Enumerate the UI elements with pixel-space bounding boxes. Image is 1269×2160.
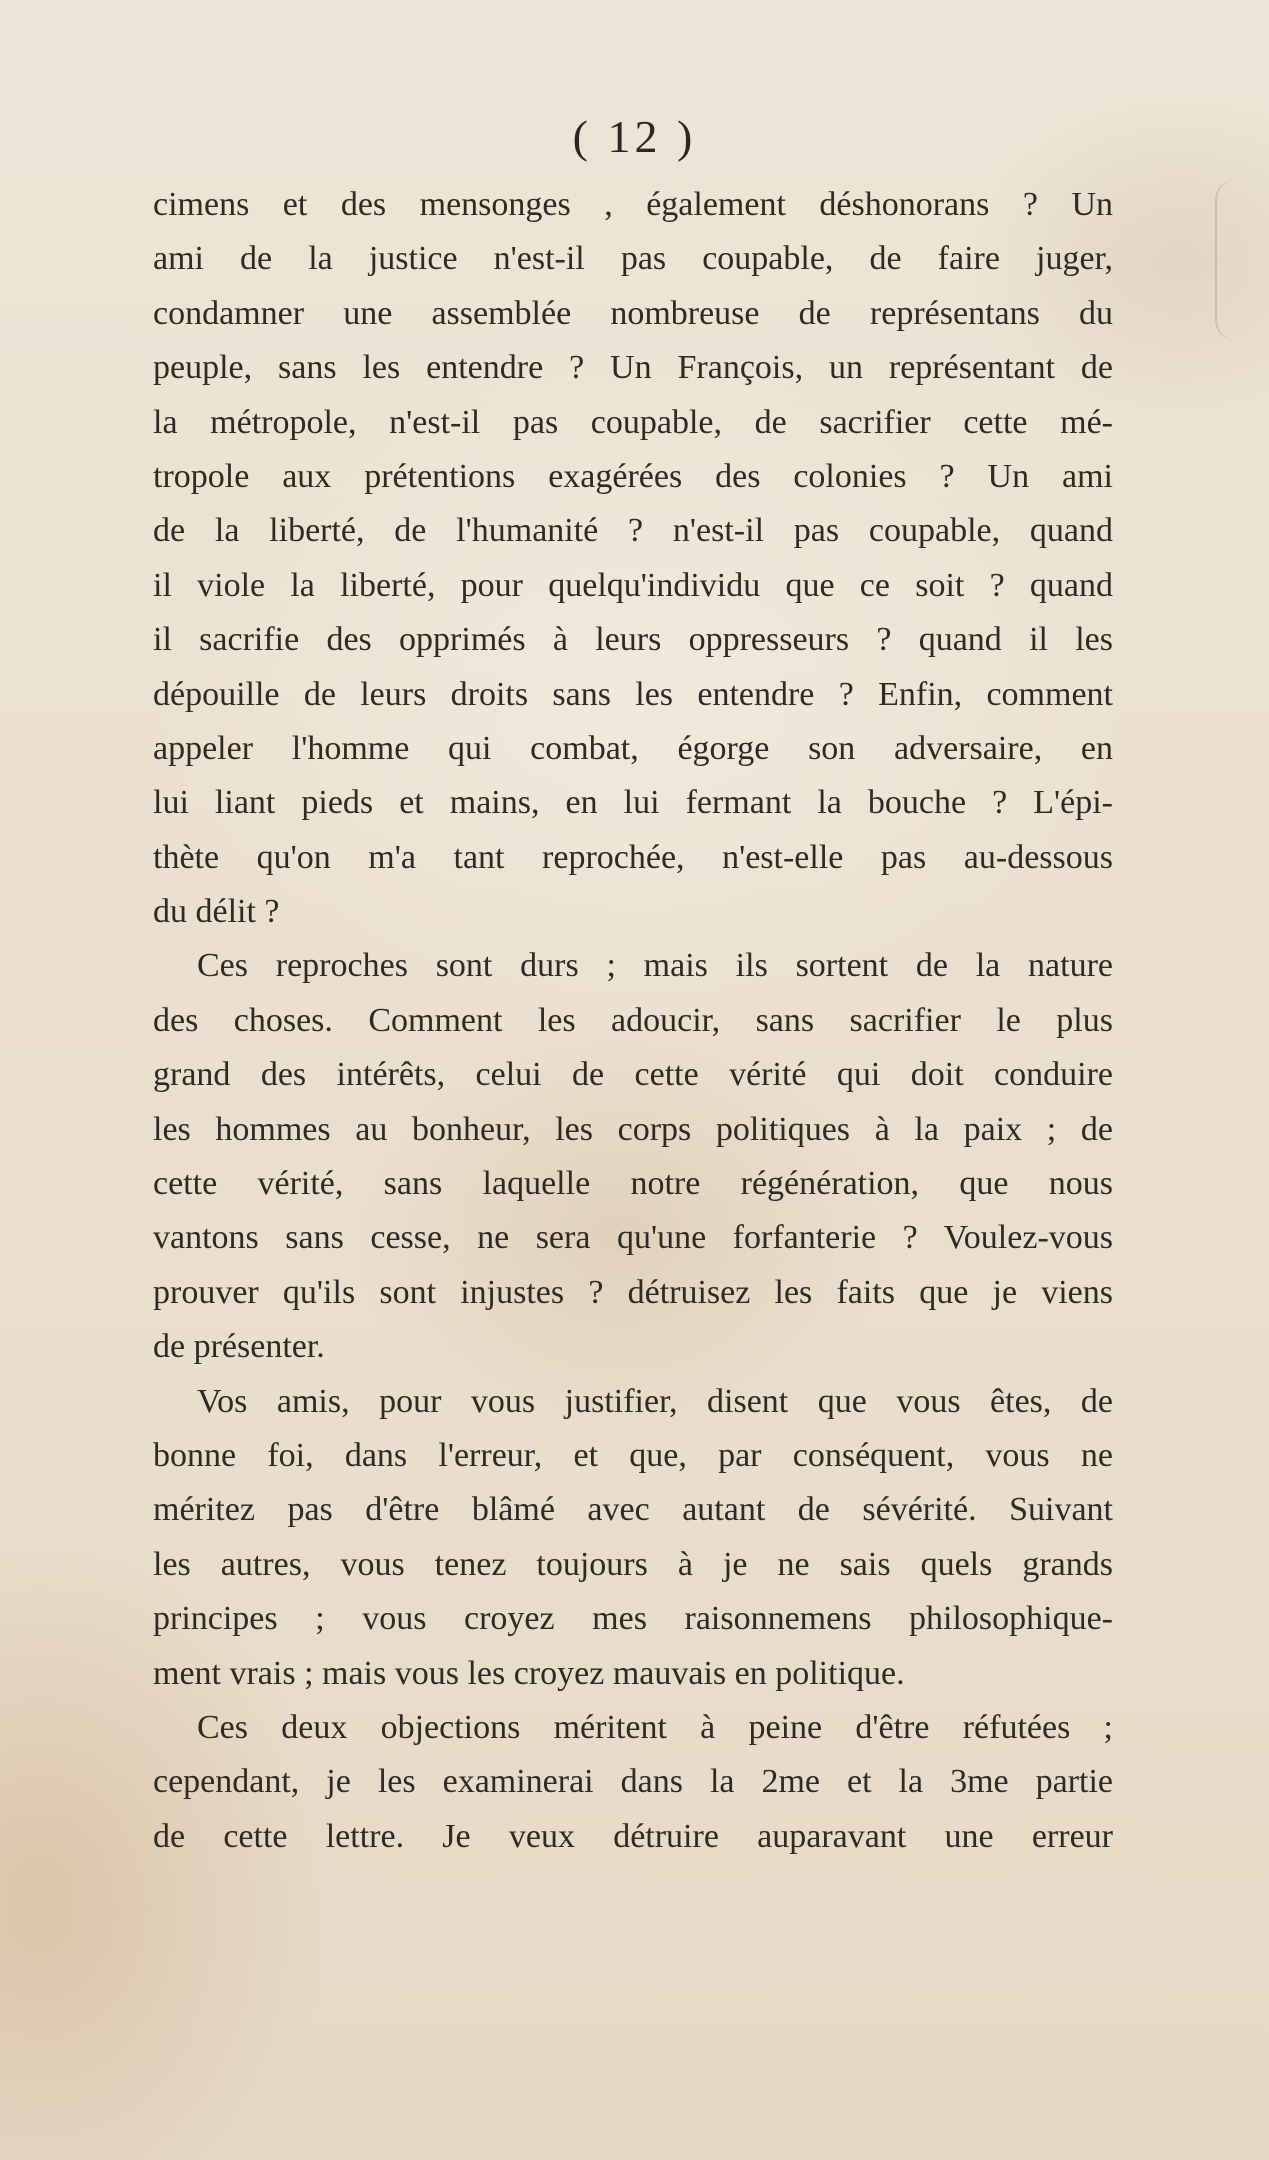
text-line: des choses. Comment les adoucir, sans sacrifier le plus xyxy=(153,1001,1113,1039)
text-line: cette vérité, sans laquelle notre régénération, que nous xyxy=(153,1165,1113,1203)
text-line: condamner une assemblée nombreuse de représentans du xyxy=(153,294,1113,332)
paragraph-3 xyxy=(153,1375,1113,1701)
text-line: de cette lettre. Je veux détruire auparavant une erreur xyxy=(153,1817,1113,1855)
text-line: les hommes au bonheur, les corps politiques à la paix ; de xyxy=(153,1110,1113,1148)
paragraph-4 xyxy=(153,1701,1113,1864)
page-edge-shadow xyxy=(1215,180,1257,340)
text-line: cependant, je les examinerai dans la 2me et la 3me partie xyxy=(153,1763,1113,1801)
paragraph-2 xyxy=(153,939,1113,1374)
text-line: dépouille de leurs droits sans les entendre ? Enfin, comment xyxy=(153,675,1113,713)
text-line: prouver qu'ils sont injustes ? détruisez les faits que je viens xyxy=(153,1273,1113,1311)
text-line: méritez pas d'être blâmé avec autant de sévérité. Suivant xyxy=(153,1491,1113,1529)
text-line: Vos amis, pour vous justifier, disent que vous êtes, de xyxy=(197,1382,1113,1420)
text-line: bonne foi, dans l'erreur, et que, par conséquent, vous ne xyxy=(153,1436,1113,1474)
text-line: thète qu'on m'a tant reprochée, n'est-elle pas au-dessous xyxy=(153,838,1113,876)
text-line: il viole la liberté, pour quelqu'individu que ce soit ? quand xyxy=(153,566,1113,604)
text-line: appeler l'homme qui combat, égorge son adversaire, en xyxy=(153,729,1113,767)
text-line: de présenter. xyxy=(153,1328,325,1366)
text-line: ami de la justice n'est-il pas coupable, de faire juger, xyxy=(153,240,1113,278)
text-line: ment vrais ; mais vous les croyez mauvais en politique. xyxy=(153,1654,905,1692)
text-line: lui liant pieds et mains, en lui fermant la bouche ? L'épi- xyxy=(153,784,1113,822)
text-line: tropole aux prétentions exagérées des colonies ? Un ami xyxy=(153,457,1113,495)
text-line: cimens et des mensonges , également déshonorans ? Un xyxy=(153,186,1113,223)
text-line: grand des intérêts, celui de cette vérité qui doit conduire xyxy=(153,1056,1113,1094)
text-line: il sacrifie des opprimés à leurs oppresseurs ? quand il les xyxy=(153,621,1113,659)
text-line: principes ; vous croyez mes raisonnemens philosophique- xyxy=(153,1600,1113,1638)
text-line: de la liberté, de l'humanité ? n'est-il pas coupable, quand xyxy=(153,512,1113,550)
text-line: les autres, vous tenez toujours à je ne sais quels grands xyxy=(153,1545,1113,1583)
page-number: ( 12 ) xyxy=(572,111,697,162)
text-line: du délit ? xyxy=(153,893,280,931)
text-line: vantons sans cesse, ne sera qu'une forfanterie ? Voulez-vous xyxy=(153,1219,1113,1257)
text-line: Ces reproches sont durs ; mais ils sortent de la nature xyxy=(197,947,1113,985)
body-text xyxy=(153,178,1113,1864)
text-line: peuple, sans les entendre ? Un François, un représentant de xyxy=(153,349,1113,387)
paragraph-1 xyxy=(153,178,1113,939)
text-line: Ces deux objections méritent à peine d'être réfutées ; xyxy=(197,1708,1113,1746)
text-line: la métropole, n'est-il pas coupable, de sacrifier cette mé- xyxy=(153,403,1113,441)
